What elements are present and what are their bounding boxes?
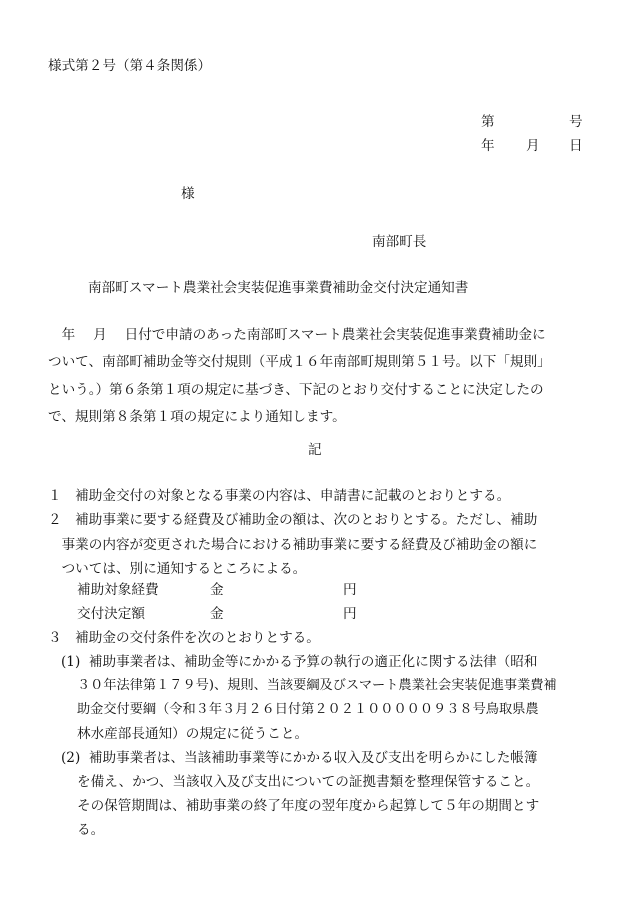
form-label: 様式第２号（第４条関係） [48,58,212,74]
body-line: で、規則第８条第１項の規定により通知します。 [48,408,346,425]
item-2 [48,508,537,582]
amount-yen: 円 [343,606,357,622]
condition-2-line: その保管期間は、補助事業の終了年度の翌年度から起算して５年の期間とす [77,798,540,814]
addressee-suffix: 様 [181,186,195,202]
amount-label: 交付決定額 [77,606,145,622]
condition-1-line: 林水産部長通知）の規定に従うこと。 [77,726,309,742]
item-2-line: ２ 補助事業に要する経費及び補助金の額は、次のとおりとする。ただし、補助 [48,512,538,528]
body-paragraph [48,322,551,431]
item-1: １ 補助金交付の対象となる事業の内容は、申請書に記載のとおりとする。 [48,488,511,504]
condition-1-line: (1) 補助事業者は、補助金等にかかる予算の執行の適正化に関する法律（昭和 [61,654,538,670]
doc-number-prefix: 第 [481,114,495,130]
item-2-line: ついては、別に通知するところによる。 [48,561,307,577]
date-month: 月 [526,138,540,154]
sender: 南部町長 [372,234,427,250]
body-line: ついて、南部町補助金等交付規則（平成１６年南部町規則第５１号。以下「規則」 [48,354,551,371]
condition-2-line: を備え、かつ、当該収入及び支出についての証拠書類を整理保管すること。 [77,774,540,790]
date-year: 年 [481,138,495,154]
body-line: という。）第６条第１項の規定に基づき、下記のとおり交付することに決定したの [48,381,544,398]
condition-1-line: ３０年法律第１７９号)、規則、当該要綱及びスマート農業社会実装促進事業費補 [77,678,557,693]
condition-2-line: (2) 補助事業者は、当該補助事業等にかかる収入及び支出を明らかにした帳簿 [61,750,538,766]
amount-yen: 円 [343,582,357,598]
condition-1-line: 助金交付要綱（令和３年３月２６日付第２０２１０００００９３８号鳥取県農 [77,702,539,717]
item-2-line: 事業の内容が変更された場合における補助事業に要する経費及び補助金の額に [48,536,538,553]
document-title: 南部町スマート農業社会実装促進事業費補助金交付決定通知書 [88,280,469,296]
ki-heading: 記 [308,442,322,458]
body-line: 年 月 日付で申請のあった南部町スマート農業社会実装促進事業費補助金に [48,327,546,343]
condition-2-line: る。 [77,822,105,838]
amount-label: 補助対象経費 [77,582,159,598]
amount-kin: 金 [210,582,224,598]
item-3: ３ 補助金の交付条件を次のとおりとする。 [48,630,320,646]
date-day: 日 [569,138,583,154]
amount-kin: 金 [210,606,224,622]
doc-number-suffix: 号 [569,114,583,130]
